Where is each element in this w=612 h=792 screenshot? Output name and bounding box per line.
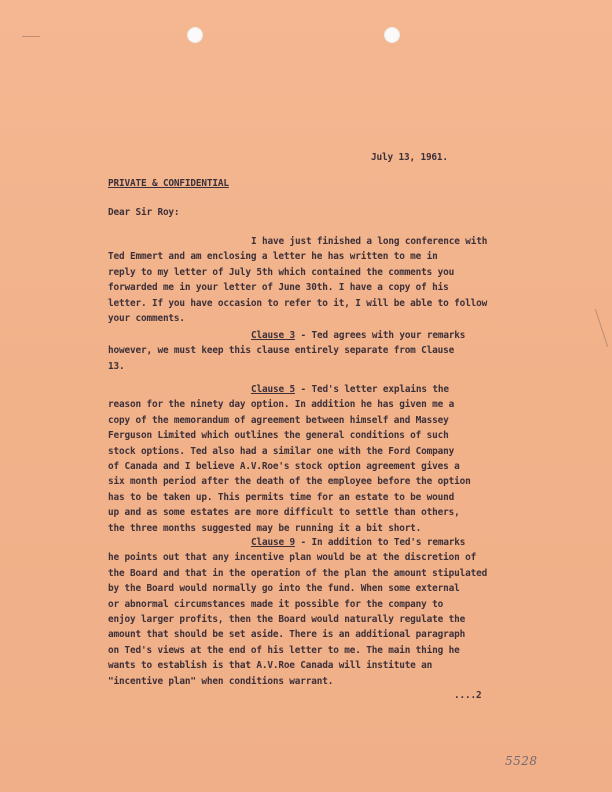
- salutation: Dear Sir Roy:: [108, 207, 180, 218]
- clause-label: Clause 3: [251, 330, 295, 341]
- line-text: the Board and that in the operation of the plan the amount stipulated: [108, 567, 488, 579]
- line-text: he points out that any incentive plan would be at the discretion of: [108, 552, 477, 564]
- paragraph-line: [108, 490, 471, 505]
- paragraph-line: [108, 535, 487, 550]
- clause-label: Clause 9: [251, 537, 295, 548]
- paragraph-line: [108, 249, 487, 264]
- line-text: your comments.: [108, 312, 185, 324]
- paragraph-intro: [108, 234, 487, 326]
- line-text: Ted Emmert and am enclosing a letter he has written to me in: [108, 251, 438, 263]
- paragraph-line: [108, 382, 471, 397]
- paragraph-line: [108, 311, 487, 326]
- corner-mark: [22, 36, 40, 37]
- line-text: however, we must keep this clause entirely separate from Clause: [108, 345, 455, 357]
- paragraph-line: [108, 627, 487, 642]
- line-text: Ferguson Limited which outlines the general conditions of such: [108, 430, 449, 442]
- paragraph-line: [108, 265, 487, 280]
- archive-number: 5528: [505, 754, 538, 768]
- letter-date: July 13, 1961.: [371, 152, 448, 163]
- line-text: reply to my letter of July 5th which contained the comments you: [108, 266, 455, 278]
- paragraph-line: [108, 581, 487, 596]
- page-continuation: ....2: [454, 690, 482, 701]
- paragraph-line: [108, 658, 487, 673]
- line-text: or abnormal circumstances made it possible for the company to: [108, 598, 444, 610]
- line-text: "incentive plan" when conditions warrant.: [108, 675, 334, 687]
- confidential-heading: PRIVATE & CONFIDENTIAL: [108, 178, 229, 189]
- paragraph-line: [108, 359, 465, 374]
- paragraph-line: [108, 428, 471, 443]
- paragraph-line: [108, 521, 471, 536]
- line-text: reason for the ninety day option. In addition he has given me a: [108, 399, 455, 411]
- paragraph-line: [108, 674, 487, 689]
- paragraph-line: [108, 505, 471, 520]
- line-text: wants to establish is that A.V.Roe Canada will institute an: [108, 660, 433, 672]
- line-text: copy of the memorandum of agreement between himself and Massey: [108, 414, 449, 426]
- clause-label: Clause 5: [251, 384, 295, 395]
- paragraph-line: [108, 280, 487, 295]
- line-text: on Ted's views at the end of his letter to me. The main thing he: [108, 644, 460, 656]
- edge-mark: [595, 309, 608, 347]
- line-text: enjoy larger profits, then the Board would naturally regulate the: [108, 613, 466, 625]
- line-text: - Ted agrees with your remarks: [294, 330, 466, 341]
- paragraph-line: [108, 597, 487, 612]
- paragraph-line: [108, 328, 465, 343]
- paragraph-line: [108, 397, 471, 412]
- line-text: letter. If you have occasion to refer to it, I will be able to follow: [108, 297, 488, 309]
- paragraph-line: [108, 459, 471, 474]
- line-text: - In addition to Ted's remarks: [294, 537, 466, 548]
- paragraph-line: [108, 612, 487, 627]
- line-text: of Canada and I believe A.V.Roe's stock option agreement gives a: [108, 460, 460, 472]
- line-text: forwarded me in your letter of June 30th. I have a copy of his: [108, 282, 449, 294]
- line-text: up and as some estates are more difficult to settle than others,: [108, 507, 460, 519]
- paragraph-line: [108, 413, 471, 428]
- paragraph-line: [108, 474, 471, 489]
- paragraph-line: [108, 296, 487, 311]
- paragraph-line: [108, 550, 487, 565]
- paragraph-clause-9: [108, 535, 487, 689]
- paragraph-line: [108, 566, 487, 581]
- line-text: 13.: [108, 360, 125, 372]
- paragraph-line: [108, 643, 487, 658]
- punch-hole-left: [187, 27, 203, 43]
- line-text: the three months suggested may be running it a bit short.: [108, 522, 422, 534]
- line-text: - Ted's letter explains the: [294, 384, 449, 395]
- punch-hole-right: [384, 27, 400, 43]
- paragraph-clause-5: [108, 382, 471, 536]
- line-text: six month period after the death of the employee before the option: [108, 476, 471, 488]
- line-text: by the Board would normally go into the fund. When some external: [108, 583, 460, 595]
- line-text: I have just finished a long conference with: [251, 236, 488, 247]
- paragraph-clause-3: [108, 328, 465, 374]
- paragraph-line: [108, 234, 487, 249]
- paragraph-line: [108, 444, 471, 459]
- line-text: amount that should be set aside. There is an additional paragraph: [108, 629, 466, 641]
- line-text: stock options. Ted also had a similar one with the Ford Company: [108, 445, 455, 457]
- paragraph-line: [108, 343, 465, 358]
- line-text: has to be taken up. This permits time for an estate to be wound: [108, 491, 455, 503]
